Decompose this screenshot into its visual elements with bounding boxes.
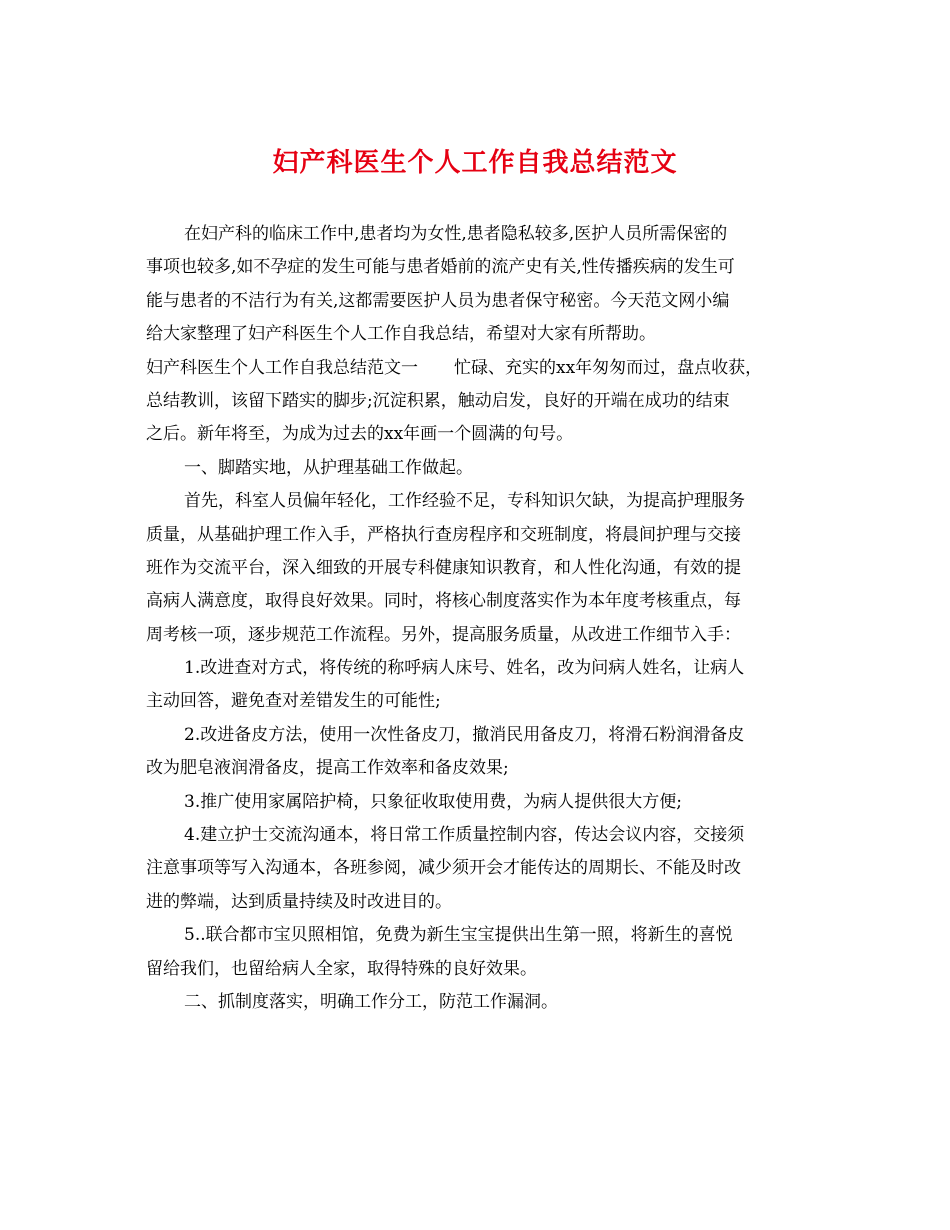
paragraph-line: 首先，科室人员偏年轻化，工作经验不足，专科知识欠缺，为提高护理服务 — [184, 491, 745, 512]
paragraph-line: 留给我们，也留给病人全家，取得特殊的良好效果。 — [146, 958, 537, 979]
paragraph-line: 质量，从基础护理工作入手，严格执行查房程序和交班制度，将晨间护理与交接 — [146, 524, 741, 545]
paragraph-line: 事项也较多,如不孕症的发生可能与患者婚前的流产史有关,性传播疾病的发生可 — [146, 257, 735, 278]
paragraph-line: 高病人满意度，取得良好效果。同时，将核心制度落实作为本年度考核重点，每 — [146, 591, 741, 612]
paragraph-line: 注意事项等写入沟通本，各班参阅，减少须开会才能传达的周期长、不能及时改 — [146, 858, 741, 879]
paragraph-line: 改为肥皂液润滑备皮，提高工作效率和备皮效果; — [146, 758, 509, 779]
paragraph-line: 主动回答，避免查对差错发生的可能性; — [146, 691, 441, 712]
paragraph-line: 班作为交流平台，深入细致的开展专科健康知识教育，和人性化沟通，有效的提 — [146, 557, 741, 578]
list-item: 1.改进查对方式，将传统的称呼病人床号、姓名，改为问病人姓名，让病人 — [184, 658, 745, 679]
paragraph-text: 忙碌、充实的xx年匆匆而过，盘点收获， — [454, 357, 763, 378]
paragraph-line — [146, 352, 816, 385]
document-body — [146, 218, 816, 1019]
paragraph-line: 总结教训，该留下踏实的脚步;沉淀积累，触动启发，良好的开端在成功的结束 — [146, 390, 730, 411]
list-item: 2.改进备皮方法，使用一次性备皮刀，撤消民用备皮刀，将滑石粉润滑备皮 — [184, 724, 745, 745]
paragraph-line: 进的弊端，达到质量持续及时改进目的。 — [146, 891, 452, 912]
document-title: 妇产科医生个人工作自我总结范文 — [272, 148, 678, 178]
paragraph-line: 在妇产科的临床工作中,患者均为女性,患者隐私较多,医护人员所需保密的 — [184, 224, 728, 244]
section-heading: 一、脚踏实地，从护理基础工作做起。 — [184, 457, 473, 478]
list-item: 3.推广使用家属陪护椅，只象征收取使用费，为病人提供很大方便; — [184, 791, 682, 812]
paragraph-line: 之后。新年将至，为成为过去的xx年画一个圆满的句号。 — [146, 424, 574, 445]
paragraph-line: 给大家整理了妇产科医生个人工作自我总结，希望对大家有所帮助。 — [146, 324, 656, 345]
paragraph-line: 能与患者的不洁行为有关,这都需要医护人员为患者保守秘密。今天范文网小编 — [146, 290, 730, 311]
list-item: 5..联合都市宝贝照相馆，免费为新生宝宝提供出生第一照，将新生的喜悦 — [184, 925, 733, 946]
list-item: 4.建立护士交流沟通本，将日常工作质量控制内容，传达会议内容，交接须 — [184, 825, 745, 846]
paragraph-line: 周考核一项，逐步规范工作流程。另外，提高服务质量，从改进工作细节入手： — [146, 624, 741, 645]
section-heading: 妇产科医生个人工作自我总结范文一 — [146, 357, 418, 378]
section-heading: 二、抓制度落实，明确工作分工，防范工作漏洞。 — [184, 991, 558, 1012]
